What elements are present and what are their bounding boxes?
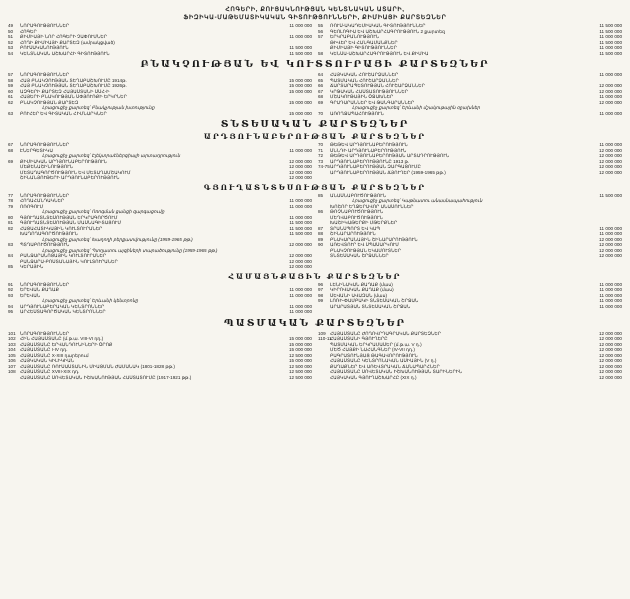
map-scale: 12 000 000	[289, 264, 312, 269]
map-number: 67	[8, 142, 14, 147]
map-number: 94	[8, 303, 14, 309]
map-scale: 15 000 000	[289, 358, 312, 363]
map-title: ԲԱՆՋԱՐԱ-ԲՈՍՏԱՆԱՅԻՆ ԿՈՒԼՏՈՒՐԱՆԵՐ	[20, 258, 118, 264]
map-scale: 12 000 000	[599, 247, 622, 253]
map-title: ԲԱՆՋԱՐԱՆՈՑԱՅԻՆ ԿՈՒԼՏՈՒՐԱՆԵՐ	[20, 253, 107, 258]
map-scale: 11 000 000	[599, 287, 622, 292]
map-scale: 15 000 000	[289, 83, 312, 88]
map-title: ԲՈՒՀԵՐ ԵՎ ԳԻՏԱԿԱՆ ՀԻՄՆԱՐԿՆԵՐ	[20, 110, 107, 116]
map-number: 52	[8, 39, 14, 45]
map-number: 104	[8, 347, 16, 352]
map-title: ԱՐԴՅՈՒՆԱԲԵՐՈՒԹՅԱՆ ՃՅՈՒՂԵՐ (1959-1965 թթ.)	[330, 169, 446, 175]
map-title: ՇԻՆԱՐԱՐՈՒԹՅՈՒՆ	[330, 231, 376, 236]
map-scale: 11 500 000	[599, 39, 622, 45]
map-number: 78	[8, 198, 14, 203]
map-number: 109	[318, 330, 326, 336]
column-left	[8, 72, 312, 116]
map-title: ՀՈԳԵՐ	[20, 28, 37, 34]
map-scale: 11 500 000	[289, 50, 312, 56]
map-title: ԿԵՐԱՅԻՆ	[20, 264, 44, 269]
map-note: Լրացուցիչ քարտեզ՝ Ոռոգման ցանցի զարգացումը	[42, 209, 165, 214]
map-number: 54	[8, 50, 14, 56]
map-scale: 11 500 000	[289, 231, 312, 236]
map-title: ԱԶԳԵՐԻ ՔԱՐՏԵԶ ՀԱՅԱՍՏԱՆԻ ՍՍՀ-Ի	[20, 88, 110, 94]
map-number: 103	[8, 341, 16, 347]
map-number: 96	[318, 281, 324, 287]
map-scale: 12 000 000	[599, 369, 622, 374]
map-title: ԱՐԱՐԱՏՅԱՆ ՏՆՏԵՍԱԿԱՆ ՇՐՋԱՆ	[330, 303, 411, 309]
map-title: ՀԱՅԱՍՏԱՆԸ XVIII-XIX դդ.	[20, 369, 80, 374]
map-title: ԳԵՈԼՈԳԻԱ ԵՎ ԱՇԽԱՐՀԱԳՐՈՒԹՅՈՒՆ 2 քարտեզ	[330, 28, 445, 34]
map-note: Լրացուցիչ քարտեզ՝ Կաթնատու անասնապահություն	[352, 198, 483, 203]
map-title: ԼՈՌԻ-ՓԱՄԲԱԿԻ ՏՆՏԵՍԱԿԱՆ ՇՐՋԱՆ	[330, 298, 419, 303]
map-note: Լրացուցիչ քարտեզ՝ Էլեկտրաէներգիայի արտադրություն	[42, 153, 181, 158]
map-number: 105	[8, 352, 16, 358]
map-note: Լրացուցիչ քարտեզ՝ Պտղատու այգիների տարածությունը (1959-1965 թթ.)	[42, 247, 218, 253]
map-scale: 11 000 000	[599, 142, 622, 147]
map-scale: 11 000 000	[599, 281, 622, 287]
map-number: 107	[8, 363, 16, 369]
map-number: 61	[8, 94, 14, 99]
map-scale: 11 000 000	[599, 72, 622, 77]
map-scale: 12 000 000	[599, 341, 622, 347]
map-scale: 11 500 000	[289, 225, 312, 231]
section	[8, 318, 622, 381]
map-scale: 11 000 000	[599, 303, 622, 309]
map-scale: 12 000 000	[599, 83, 622, 88]
map-note: Լրացուցիչ քարտեզ՝ Երևանի կենտրոնը	[42, 298, 139, 303]
map-title: ԱՌԵՎՏՈՒՐ ԵՎ ՍՊԱՍԱՐԿՈՒՄ	[330, 242, 400, 247]
map-number: 98	[318, 292, 324, 298]
map-scale: 11 000 000	[289, 34, 312, 39]
map-list-item	[318, 375, 622, 381]
map-number: 85	[318, 192, 324, 198]
section-title: ՊԱՏՄԱԿԱՆ ՔԱՐՏԵԶՆԵՐ	[223, 317, 407, 329]
map-scale: 11 500 000	[289, 45, 312, 50]
map-number: 80	[8, 214, 14, 220]
map-scale: 11 000 000	[289, 303, 312, 309]
map-title: ՀԱՅԱՍՏԱՆԸ ԺՈՂՈՎՐԴԱԳՐԱԿԱՆ ՔԱՐՏԵԶՆԵՐ	[330, 330, 441, 336]
map-scale: 11 500 000	[599, 192, 622, 198]
map-title: ԲԱԳՐԱՏՈՒՆՅԱՑ ԹԱԳԱՎՈՐՈՒԹՅՈՒՆ	[330, 352, 418, 358]
section-columns	[8, 72, 622, 116]
map-title: ԱՐԴՅՈՒՆԱԲԵՐՈՒԹՅԱՆ ԶԱՐԳԱՑՈՒՄԸ	[330, 164, 421, 169]
section	[8, 23, 622, 56]
map-title: ՆՈՐԱԳՈՒԹՅՈՒՆՆԵՐ	[20, 23, 70, 28]
map-number: 90	[318, 242, 324, 247]
map-title: ԱՐՀԵՍՏԱԳՈՐԾԱԿԱՆ ԿԵՆՏՐՈՆՆԵՐ	[20, 309, 106, 314]
map-number: 85	[8, 264, 14, 269]
section-subtitle: ԱՐԴՅՈՒՆԱԲԵՐՈՒԹՅԱՆ ՔԱՐՏԵԶՆԵՐ	[203, 132, 427, 141]
map-title: ԳՅՈՒՂԱՏՆՏԵՍՈՒԹՅԱՆ ՄԱՍՆԱԳԻՏԱՑՈՒՄ	[20, 220, 122, 225]
map-scale: 12 000 000	[599, 352, 622, 358]
column-right	[318, 282, 622, 315]
map-number: 87	[318, 225, 324, 231]
map-scale: 12 000 000	[599, 236, 622, 242]
map-title: ՆՈՐԱԳՈՒԹՅՈՒՆՆԵՐ	[20, 72, 70, 77]
map-scale: 12 000 000	[289, 253, 312, 258]
map-number: 95	[8, 309, 14, 314]
map-number: 50	[8, 28, 14, 34]
map-title: ԿԵՆՍԱ-ԱՇԽԱՐՀԱԳՐՈՒԹՅՈՒՆ ԵՎ ՔԻՄԻԱ	[330, 50, 429, 56]
map-note: Լրացուցիչ քարտեզ՝ Երևանի մշակութային օջախներ	[352, 105, 480, 110]
map-title: ՀԱՅԱՍՏԱՆԸ ՍՈՎԵՏԱԿԱՆ ԻՇԽԱՆՈՒԹՅԱՆ ՏԱՐԻՆԵՐԻՆ	[330, 369, 463, 374]
map-number: 83	[8, 242, 14, 247]
map-title: ՀԱՅԿԱԿԱՆ ԳՅՈՒՂԱՇԽԱՐՀԸ (XIX դ.)	[330, 374, 417, 380]
map-scale: 11 000 000	[289, 23, 312, 28]
section-columns	[8, 331, 622, 381]
map-title: ԿԵՆՏՆԱԿԱՆ ԱՇԽԱՐՀԻ ԳԻՏՈՒԹՅՈՒՆ	[20, 50, 110, 56]
map-title: ՄԵՂՎԱԲՈՒԾՈՒԹՅՈՒՆ	[330, 214, 383, 220]
map-title: ԱՆԱՍՆԱԲՈՒԾՈՒԹՅՈՒՆ	[330, 192, 387, 198]
map-title: ՀԱՅ ԲՆԱԿՉՈՒԹՅԱՆ ՏԵՂԱԲԱՇԽՈՒՄԸ 1914թ.	[20, 77, 127, 83]
map-title: ԱՐԴՅՈՒՆԱԲԵՐՈՒԹՅՈՒՆԸ 1913 թ.	[330, 158, 410, 164]
map-title: ՔԻՄԻԱԿԱՆ ԱՐԴՅՈՒՆԱԲԵՐՈՒԹՅՈՒՆ	[20, 158, 107, 164]
map-number: 67	[318, 88, 324, 94]
map-scale: 12 000 000	[599, 147, 622, 153]
map-number: 68	[318, 94, 324, 99]
section-title: ԲՆԱԿՉՈՒԹՅԱՆ ԵՎ ԿՈՒՏՏՈՒՐԱՅԻ ՔԱՐՏԵԶՆԵՐ	[140, 59, 490, 70]
map-number: 82	[8, 225, 14, 231]
map-scale: 12 000 000	[599, 253, 622, 258]
map-number: 53	[8, 45, 14, 50]
map-scale: 12 000 000	[599, 336, 622, 341]
map-title: ՆՈՐԱԳՈՒԹՅՈՒՆՆԵՐ	[20, 281, 70, 287]
map-scale: 11 000 000	[599, 298, 622, 303]
map-number: 84	[8, 253, 14, 258]
map-list-item	[8, 264, 312, 270]
map-scale: 11 000 000	[599, 45, 622, 50]
map-scale: 12 000 000	[599, 242, 622, 247]
map-number: 81	[8, 220, 14, 225]
map-scale: 12 000 000	[599, 169, 622, 175]
sections-container	[8, 23, 622, 380]
map-scale: 11 000 000	[289, 287, 312, 292]
map-title: ԱՐԴՅՈՒՆԱԲԵՐԱԿԱՆ ԿԵՆՏՐՈՆՆԵՐ	[20, 303, 105, 309]
map-number: 89	[318, 236, 324, 242]
map-title: ԿԻՐՈՎԱԿԱՆ ՔԱՂԱՔ (մաս)	[330, 287, 394, 292]
map-list-item	[8, 375, 312, 381]
map-title: ՀԱՅԱՍՏԱՆԻ ԳՅՈՒՂԵՐԸ	[330, 336, 388, 341]
map-list-item	[318, 111, 622, 117]
map-title: ՍՆՆԴԻ ԱՐԴՅՈՒՆԱԲԵՐՈՒԹՅՈՒՆ	[330, 147, 407, 153]
map-scale: 12 000 000	[599, 330, 622, 336]
map-title: ՇԻՆԱՆՅՈՒԹԵՐԻ ԱՐԴՅՈՒՆԱԲԵՐՈՒԹՅՈՒՆ	[20, 175, 120, 180]
map-number: 99	[318, 298, 324, 303]
map-title: ՄԵՔԵՆԱՇԻՆՈՒԹՅՈՒՆ	[20, 164, 74, 169]
map-number: 51	[8, 34, 14, 39]
map-title: ՀԱՑԱՀԱՏԻԿԱՅԻՆ ԿՈՒԼՏՈՒՐԱՆԵՐ	[20, 225, 103, 231]
map-scale: 15 000 000	[289, 341, 312, 347]
column-left	[8, 23, 312, 56]
map-scale: 11 500 000	[599, 28, 622, 34]
map-title: ՀԱՅԱՍՏԱՆԸ X-XIII դարերում	[20, 352, 89, 358]
map-number: 55	[318, 23, 324, 28]
map-scale: 12 000 000	[289, 258, 312, 264]
map-scale: 11 000 000	[289, 203, 312, 209]
map-title: ՀԱՅԱՍՏԱՆԸ ՍՈՎԵՏԱԿԱՆ ԻՇԽԱՆՈՒԹՅԱՆ ՀԱՍՏԱՏՈՒՄԸ (1917-1921 թթ.)	[20, 374, 192, 380]
map-scale: 11 000 000	[289, 147, 312, 153]
map-scale: 11 000 000	[289, 214, 312, 220]
map-title: ԷՆԵՐԳԵՏԻԿԱ	[20, 147, 53, 153]
section-columns	[8, 193, 622, 270]
map-number: 65	[318, 77, 324, 83]
map-list-item	[318, 304, 622, 310]
map-scale: 11 500 000	[289, 220, 312, 225]
column-right	[318, 331, 622, 381]
map-scale: 12 000 000	[289, 175, 312, 180]
map-title: ԿՐԹԱԿԱՆ ՀԱՍՏԱՏՈՒԹՅՈՒՆՆԵՐ	[330, 88, 408, 94]
map-number: 69	[318, 99, 324, 105]
map-title: ԹԵԹԵՎ ԱՐԴՅՈՒՆԱԲԵՐՈՒԹՅՈՒՆ	[330, 142, 408, 147]
map-scale: 12 000 000	[599, 88, 622, 94]
map-note: Լրացուցիչ քարտեզ՝ Բնակչության խտությունը	[42, 105, 155, 110]
map-number: 91	[8, 281, 14, 287]
map-title: ՀԱՅԿԱԿԱՆ ՀՈՒՇԱՐՁԱՆՆԵՐ	[330, 72, 399, 77]
map-number: 49	[8, 23, 14, 28]
map-number: 70	[318, 142, 324, 147]
map-scale: 12 000 000	[599, 358, 622, 363]
column-right	[318, 142, 622, 181]
map-number: 71	[318, 147, 324, 153]
map-scale: 12 000 000	[599, 374, 622, 380]
map-title: ԲՆԱԿՉՈՒԹՅԱՆ ԵԿԱՄՈՒՏՆԵՐ	[330, 247, 401, 253]
map-title: ՆՈՐԱԳՈՒԹՅՈՒՆՆԵՐ	[20, 192, 70, 198]
map-number: 57	[318, 34, 324, 39]
map-title: ՀԻՆ ՀԱՅԱՍՏԱՆԸ (մ.թ.ա. VIII-VI դդ.)	[20, 336, 104, 341]
map-title: ԽԱՂՈՂԱԳՈՐԾՈՒԹՅՈՒՆ	[20, 231, 78, 236]
column-right	[318, 193, 622, 270]
map-number: 66	[318, 83, 324, 88]
map-scale: 12 500 000	[289, 363, 312, 369]
map-number: 64	[318, 72, 324, 77]
column-left	[8, 331, 312, 381]
map-title: ԳՐԱԴԱՐԱՆՆԵՐ ԵՎ ԹԱՆԳԱՐԱՆՆԵՐ	[330, 99, 415, 105]
map-scale: 12 500 000	[289, 352, 312, 358]
map-scale: 12 000 000	[599, 99, 622, 105]
map-scale: 12 500 000	[289, 369, 312, 374]
map-number: 79	[8, 203, 14, 209]
column-left	[8, 193, 312, 270]
map-number: 110-11	[318, 336, 332, 341]
map-number: 57	[8, 72, 14, 77]
map-title: ԹՌՉՆԱԲՈՒԾՈՒԹՅՈՒՆ	[330, 209, 384, 214]
map-scale: 11 000 000	[599, 231, 622, 236]
map-scale: 11 500 000	[599, 23, 622, 28]
section-subtitle: ՀԱՄԱՅՆՔԱՅԻՆ ՔԱՐՏԵԶՆԵՐ	[228, 271, 402, 281]
map-scale: 15 000 000	[289, 77, 312, 83]
map-number: 56	[318, 28, 324, 34]
section	[8, 183, 622, 270]
map-scale: 15 000 000	[289, 88, 312, 94]
map-title: ՀԱՅԱՍՏԱՆԸ ԵՐՎԱՆԴՈՒՆԻՆԵՐԻ ՕՐՈՔ	[20, 341, 113, 347]
header-line-2: ՖԻԶԻԿԱ-ՄԱԹԵՄԱՏԻԿԱԿԱՆ ԳԻՏՈՒԹՅՈՒՆՆԵՐԻ, ՔԻՄԻԱՅԻ ՔԱՐՏԵԶՆԵՐ	[183, 13, 447, 21]
section	[8, 272, 622, 315]
map-title: ԳՅՈՒՂԱՏՆՏԵՍՈՒԹՅԱՆ ԵՐԿՐԱԳՈՐԾՈՒՄ	[20, 214, 118, 220]
map-title: ՏՆՏԵՍԱԿԱՆ ՇՐՋԱՆՆԵՐ	[330, 253, 389, 258]
map-number: 86	[318, 209, 324, 214]
map-list-item	[8, 309, 312, 315]
map-title: ԽԱՇԻԿԱԹԵՐՔԻ ՄԹԵՐՔՆԵՐ	[330, 220, 398, 225]
map-list-item	[8, 111, 312, 117]
column-right	[318, 23, 622, 56]
map-number: 58	[8, 77, 14, 83]
map-title: ՆՈՐԱԳՈՒԹՅՈՒՆՆԵՐ	[20, 142, 70, 147]
map-scale: 12 000 000	[289, 164, 312, 169]
map-scale: 11 000 000	[289, 198, 312, 203]
map-scale: 15 000 000	[289, 347, 312, 352]
map-scale: 11 000 000	[599, 110, 622, 116]
map-title: ԹԵԹԵՎ ԱՐԴՅՈՒՆԱԲԵՐՈՒԹՅԱՆ ԱՐՏԱԴՐՈՒԹՅՈՒՆ	[330, 153, 450, 158]
map-title: ՄԵՏԱՂԱԳՈՐԾՈՒԹՅՈՒՆ ԵՎ ՄԵՏԱՂԱՄՇԱԿՈՒՄ	[20, 169, 131, 175]
map-number: 70	[318, 110, 324, 116]
map-number: 108	[8, 369, 16, 374]
map-title: ՔԻՄԻԱՅԻ ԳԻՏՈՒԹՅՈՒՆՆԵՐ	[330, 45, 397, 50]
section-title: ՏՆՏԵՍԱԿԱՆ ՔԱՐՏԵԶՆԵՐ	[220, 119, 410, 130]
map-title: ՄՇԱԿՈՒԹԱՅԻՆ ՕՋԱԽՆԵՐ	[330, 94, 394, 99]
map-title: ԵՐԵՎԱՆ	[20, 292, 41, 298]
map-title: ՔԻՄԻԱՅԻ ՆՈՐ ՀՈԳԵՐԻ ՉԱՓՈՒՄՆԵՐ	[20, 34, 107, 39]
section-columns	[8, 142, 622, 181]
map-title: ԲՆԱԿԱՐԱՆԱՅԻՆ ՇԻՆԱՐԱՐՈՒԹՅՈՒՆ	[330, 236, 418, 242]
map-number: 58	[318, 50, 324, 56]
map-scale: 12 000 000	[599, 363, 622, 369]
map-title: ՀՈՂԱՀԱՆԴԱԿՆԵՐ	[20, 198, 65, 203]
map-number: 72	[318, 153, 324, 158]
map-number: 88	[318, 231, 324, 236]
section-columns	[8, 282, 622, 315]
map-title: ՏՐԱՆՍՊՈՐՏ ԵՎ ԿԱՊ	[330, 225, 381, 231]
map-title: ՍԵՎԱՆԻ ԱՎԱԶԱՆ (մաս)	[330, 292, 388, 298]
map-scale: 12 000 000	[599, 153, 622, 158]
section-subtitle: ԳՅՈՒՂԱՏՆՏԵՍՈՒԹՅԱՆ ՔԱՐՏԵԶՆԵՐ	[203, 182, 427, 192]
map-title: ՀԱՅԵՐԻ ԲՆԱԿՈՒԹՅԱՆ ՍՓՅՈՒՌՔԻ ԵՐԿՐՆԵՐ	[20, 94, 127, 99]
map-scale: 15 000 000	[289, 336, 312, 341]
map-title: ՀԱՅԱՍՏԱՆԸ I-IV դդ.	[20, 347, 68, 352]
map-title: ՀԱՅԱՍՏԱՆԸ ՌՈՒՍԱՍՏԱՆԻՆ ՄԻԱՑՄԱՆ ԺԱՄԱՆԱԿ (1801-1828 թթ.)	[20, 363, 175, 369]
map-scale: 11 000 000	[289, 292, 312, 298]
map-scale: 12 000 000	[289, 169, 312, 175]
map-title: ՊՏՂԱԲՈՒԾՈՒԹՅՈՒՆ	[20, 242, 70, 247]
column-right	[318, 72, 622, 116]
column-left	[8, 142, 312, 181]
map-title: ԱՌՈՂՋԱՊԱՀՈՒԹՅՈՒՆ	[330, 110, 384, 116]
map-list-item	[8, 51, 312, 57]
map-list-item	[8, 175, 312, 181]
map-scale: 11 000 000	[599, 292, 622, 298]
map-number: 77	[8, 192, 14, 198]
map-scale: 15 000 000	[289, 110, 312, 116]
map-scale: 11 000 000	[599, 225, 622, 231]
map-title: ԽՈՇՈՐ ԵՂՋԵՐԱՎՈՐ ԱՆԱՍՈՒՆՆԵՐ	[330, 203, 414, 209]
map-title: ՀԱՅԱՍՏԱՆԸ ԿԵՆՏՐՈՆԱԿԱՆ ԱՍԻԱՅԻՆ (V դ.)	[330, 358, 437, 363]
map-number: 92	[8, 287, 14, 292]
section-columns	[8, 23, 622, 56]
map-scale: 11 500 000	[599, 50, 622, 56]
map-number: 74-75	[318, 164, 330, 169]
map-title: ԵՐԿՐԱԲԱՆՈՒԹՅՈՒՆ	[330, 34, 380, 39]
map-number: 68	[8, 147, 14, 153]
map-list-item	[318, 253, 622, 259]
page-header	[8, 6, 622, 21]
map-scale: 11 000 000	[289, 309, 312, 314]
map-title: ՔԱՂԱՔՆԵՐ ԵՎ ԱՌԵՎՏՐԱԿԱՆ ՃԱՆԱՊԱՐՀՆԵՐ	[330, 363, 440, 369]
map-title: ՈՌՈԳՈՒՄ	[20, 203, 44, 209]
map-note: Լրացուցիչ քարտեզ՝ Խաղողի բերքատվությունը (1959-1965 թթ.)	[42, 236, 193, 242]
map-list-item	[318, 51, 622, 57]
map-number: 101	[8, 330, 16, 336]
map-scale: 12 000 000	[289, 242, 312, 247]
map-title: ՀԱՅԿԱԿԱՆ ԿԻԼԻԿԻԱՆ	[20, 358, 75, 363]
map-title: ՊԱՏՄԱԿԱՆ ՀՈՒՇԱՐՁԱՆՆԵՐ	[330, 77, 399, 83]
map-title: ՆՈՐԱԳՈՒԹՅՈՒՆՆԵՐ	[20, 330, 70, 336]
map-number: 93	[8, 292, 14, 298]
map-title: ԹԻՎԵՐ ԵՎ ՀԱՆԳԱՄԱՆՔՆԵՐ	[330, 39, 398, 45]
map-scale: 12 000 000	[599, 347, 622, 352]
map-number: 59	[8, 83, 14, 88]
column-left	[8, 282, 312, 315]
map-scale: 11 000 000	[599, 34, 622, 39]
section	[8, 119, 622, 181]
map-number: 69	[8, 158, 14, 164]
map-title: ՃԱՐՏԱՐԱՊԵՏՈՒԹՅԱՆ ՀՈՒՇԱՐՁԱՆՆԵՐ	[330, 83, 425, 88]
map-scale: 12 500 000	[289, 374, 312, 380]
map-scale: 11 000 000	[599, 94, 622, 99]
map-number: 63	[8, 110, 14, 116]
map-title: ՀՈՂԻ ՔԻՄԻԱՅԻ ՔԱՐՏԵԶ (ամրակցված)	[20, 39, 115, 45]
map-scale: 12 000 000	[289, 158, 312, 164]
map-title: ՀԱՅ ԲՆԱԿՉՈՒԹՅԱՆ ՏԵՂԱԲԱՇԽՈՒՄԸ 1926թ.	[20, 83, 127, 88]
section	[8, 59, 622, 116]
map-number: 102	[8, 336, 16, 341]
map-number: 106	[8, 358, 16, 363]
map-scale: 12 000 000	[599, 158, 622, 164]
map-scale: 12 000 000	[599, 164, 622, 169]
map-number: 73	[318, 158, 324, 164]
header-line-1: ՀՈԳԵՐԻ, ՔՈՒՅԱԿՆՈՒԹՅԱՆ ԿԵՆՏՆԱԿԱՆ ԱՏԱՐԻ,	[225, 6, 405, 13]
map-title: ԲՆԱԿՉՈՒԹՅԱՆ ՔԱՐՏԵԶ	[20, 99, 79, 105]
map-title: ՄԵԾ ՀԱՅՔԻ ՆԱՀԱՆԳՆԵՐ (IV-VII դդ.)	[330, 347, 415, 352]
map-title: ՊԱՏՄԱԿԱՆ ԵՐԿՐԱՄԱՍԵՐ (մ.թ.ա. V դ.)	[330, 341, 422, 347]
map-list-item	[318, 170, 622, 176]
map-title: ԼԵՆԻՆԱԿԱՆ ՔԱՂԱՔ (մաս)	[330, 281, 393, 287]
map-number: 62	[8, 99, 14, 105]
map-title: ԵՐԵՎԱՆ ՔԱՂԱՔ	[20, 287, 59, 292]
map-scale: 15 000 000	[289, 99, 312, 105]
map-number: 60	[8, 88, 14, 94]
map-title: ՌՈՒՍ-ԱԿԱԴԵՄԻԱԿԱՆ ԳԻՏՈՒԹՅՈՒՆՆԵՐ	[330, 23, 426, 28]
map-number: 97	[318, 287, 324, 292]
map-title: ԲՈՒՍԱԿԱՆՈՒԹՅՈՒՆ	[20, 45, 69, 50]
